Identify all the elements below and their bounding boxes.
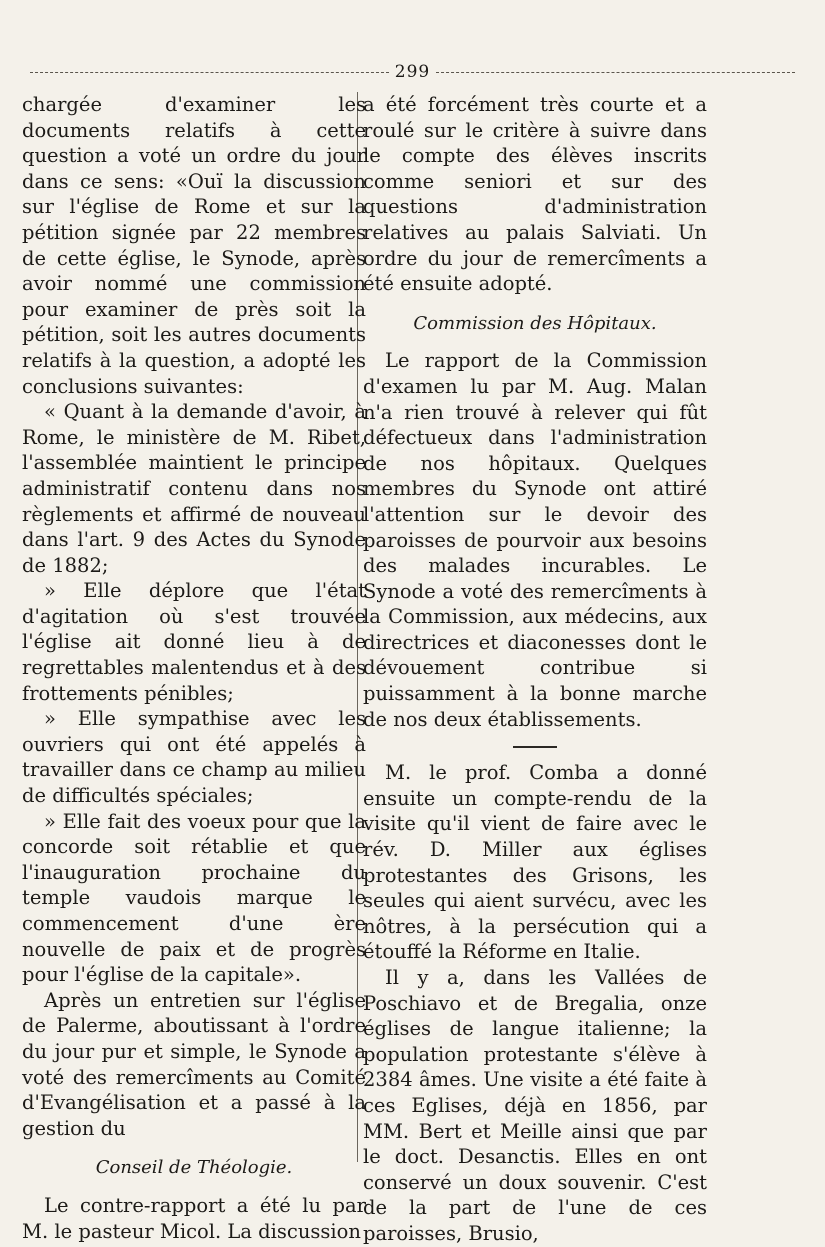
left-paragraph-1: chargée d'examiner les documents relatifs à cette question a voté un ordre du jour dans ce sens: «Ouï la discussion sur l'église de Rome et sur la pétition signée par 22 membres de cette église, le Synode, après avoir nommé une commission pour examiner de près soit la pétition, soit les autres documents relatifs à la question, a adopté les conclusions suivantes:: [22, 93, 366, 398]
right-paragraph-3: M. le prof. Comba a donné ensuite un compte-rendu de la visite qu'il vient de faire avec le rév. D. Miller aux églises protestantes des Grisons, les seules qui aient survécu, avec les nôtres, à la persécution qui a étouffé la Réforme en Italie.: [363, 761, 707, 964]
left-column: [22, 92, 366, 1244]
header-rule-left: [30, 72, 389, 73]
left-paragraph-2: « Quant à la demande d'avoir, à Rome, le ministère de M. Ribet, l'assemblée maintient le principe administratif contenu dans nos règlements et affirmé de nouveau dans l'art. 9 des Actes du Synode de 1882;: [22, 400, 366, 577]
left-paragraph-6: Après un entretien sur l'église de Palerme, aboutissant à l'ordre du jour pur et simple, le Synode a voté des remercîments au Comité d'Evangélisation et a passé à la gestion du: [22, 988, 366, 1140]
right-paragraph-1: a été forcément très courte et a roulé sur le critère à suivre dans le compte des élèves inscrits comme seniori et sur des questions d'administration relatives au palais Salviati. Un ordre du jour de remercîments a été ensuite adopté.: [363, 93, 707, 296]
page-number: 299: [394, 62, 431, 82]
right-paragraph-4: Il y a, dans les Vallées de Poschiavo et de Bregalia, onze églises de langue italienne; la population protestante s'élève à 2384 âmes. Une visite a été faite à ces Eglises, déjà en 1856, par MM. Bert et Meille ainsi que par le doct. Desanctis. Elles en ont conservé un doux souvenir. C'est de la part de l'une de ces paroisses, Brusio,: [363, 966, 707, 1245]
left-paragraph-3: » Elle déplore que l'état d'agitation où s'est trouvée l'église ait donné lieu à de regrettables malentendus et à des frottements pénibles;: [22, 579, 366, 705]
header-rule-right: [436, 72, 795, 73]
section-heading-conseil: Conseil de Théologie.: [95, 1157, 293, 1179]
left-paragraph-5: » Elle fait des voeux pour que la concorde soit rétablie et que l'inauguration prochaine du temple vaudois marque le commencement d'une ère nouvelle de paix et de progrès pour l'église de la capitale».: [22, 809, 366, 987]
right-paragraph-2: Le rapport de la Commission d'examen lu par M. Aug. Malan n'a rien trouvé à relever qui fût défectueux dans l'administration de nos hôpitaux. Quelques membres du Synode ont attiré l'attention sur le devoir des paroisses de pourvoir aux besoins des malades incurables. Le Synode a voté des remercîments à la Commission, aux médecins, aux directrices et diaconesses dont le dévouement contribue si puissamment à la bonne marche de nos deux établissements.: [363, 349, 707, 731]
left-paragraph-7: Le contre-rapport a été lu par M. le pasteur Micol. La discussion: [22, 1193, 366, 1243]
right-column: [363, 92, 707, 1247]
left-paragraph-4: » Elle sympathise avec les ouvriers qui ont été appelés à travailler dans ce champ au milieu de difficultés spéciales;: [22, 707, 366, 808]
section-separator: [513, 746, 557, 748]
section-heading-hopitaux: Commission des Hôpitaux.: [413, 312, 657, 334]
page-header: [30, 62, 795, 82]
